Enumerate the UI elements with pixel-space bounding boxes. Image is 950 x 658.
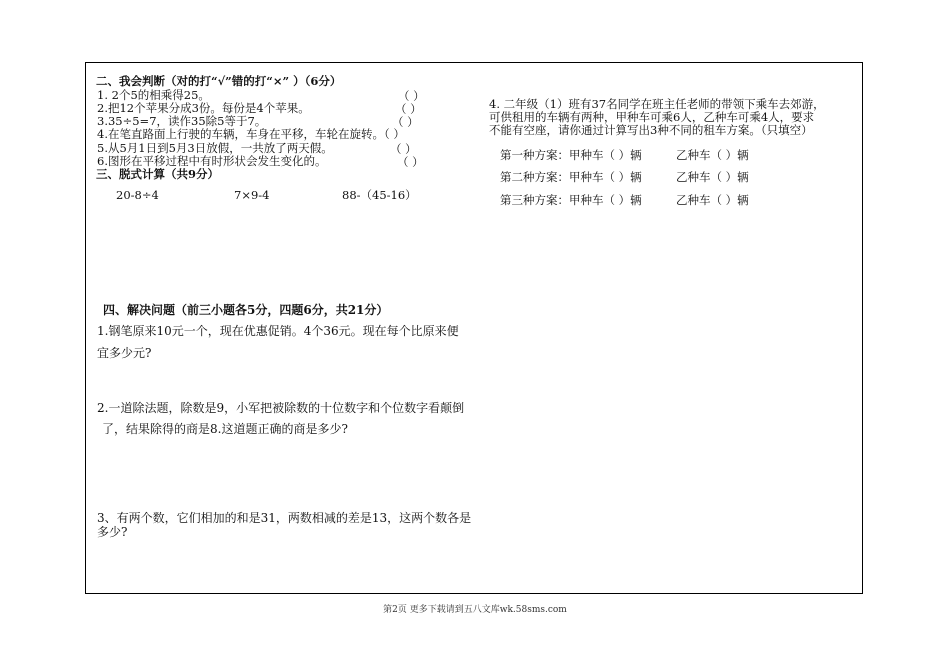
calc-problem-2: 7×9-4 (234, 188, 270, 202)
judge-answer-3[interactable]: （ ） (392, 115, 419, 129)
judge-answer-6[interactable]: （ ） (397, 155, 424, 169)
calc-problem-1: 20-8÷4 (116, 188, 159, 202)
judge-item-4: 4.在笔直路面上行驶的车辆，车身在平移，车轮在旋转。（ ） (97, 127, 405, 141)
plan-3-first[interactable]: 第三种方案：甲种车（ ）辆 (500, 193, 642, 207)
section-3-title: 三、脱式计算（共9分） (96, 167, 220, 181)
judge-answer-2[interactable]: （ ） (395, 102, 422, 116)
calc-problem-3: 88-（45-16） (342, 188, 417, 202)
problem-4-line-1: 4. 二年级（1）班有37名同学在班主任老师的带领下乘车去郊游， (489, 97, 825, 111)
plan-1-second[interactable]: 乙种车（ ）辆 (676, 148, 749, 162)
judge-answer-1[interactable]: （ ） (398, 89, 425, 103)
problem-2-line-2: 了，结果除得的商是8.这道题正确的商是多少? (102, 422, 348, 436)
judge-item-3: 3.35÷5=7，读作35除5等于7。 (97, 114, 267, 128)
plan-2-second[interactable]: 乙种车（ ）辆 (676, 170, 749, 184)
plan-1-first[interactable]: 第一种方案：甲种车（ ）辆 (500, 148, 642, 162)
problem-1-line-2: 宜多少元? (97, 346, 152, 360)
problem-4-line-2: 可供租用的车辆有两种，甲种车可乘6人，乙种车可乘4人，要求 (489, 110, 815, 124)
problem-3-line-1: 3、有两个数，它们相加的和是31，两数相减的差是13，这两个数各是 (97, 511, 472, 525)
section-4-title: 四、解决问题（前三小题各5分，四题6分，共21分） (103, 303, 389, 317)
judge-item-2: 2.把12个苹果分成3份。每份是4个苹果。 (97, 101, 310, 115)
page-footer: 第2页 更多下载请到五八文库wk.58sms.com (383, 605, 567, 615)
judge-item-5: 5.从5月1日到5月3日放假，一共放了两天假。 (97, 141, 333, 155)
problem-1-line-1: 1.钢笔原来10元一个，现在优惠促销。4个36元。现在每个比原来便 (97, 324, 459, 338)
problem-3-line-2: 多少? (97, 525, 128, 539)
problem-2-line-1: 2.一道除法题，除数是9，小军把被除数的十位数字和个位数字看颠倒 (97, 401, 465, 415)
plan-2-first[interactable]: 第二种方案：甲种车（ ）辆 (500, 170, 642, 184)
judge-item-1: 1. 2个5的相乘得25。 (97, 88, 210, 102)
judge-item-6: 6.图形在平移过程中有时形状会发生变化的。 (97, 154, 327, 168)
plan-3-second[interactable]: 乙种车（ ）辆 (676, 193, 749, 207)
problem-4-line-3: 不能有空座，请你通过计算写出3种不同的租车方案。（只填空） (489, 123, 813, 137)
judge-answer-5[interactable]: （ ） (390, 142, 417, 156)
section-2-title: 二、我会判断（对的打“√”错的打“×” ）（6分） (96, 74, 342, 88)
